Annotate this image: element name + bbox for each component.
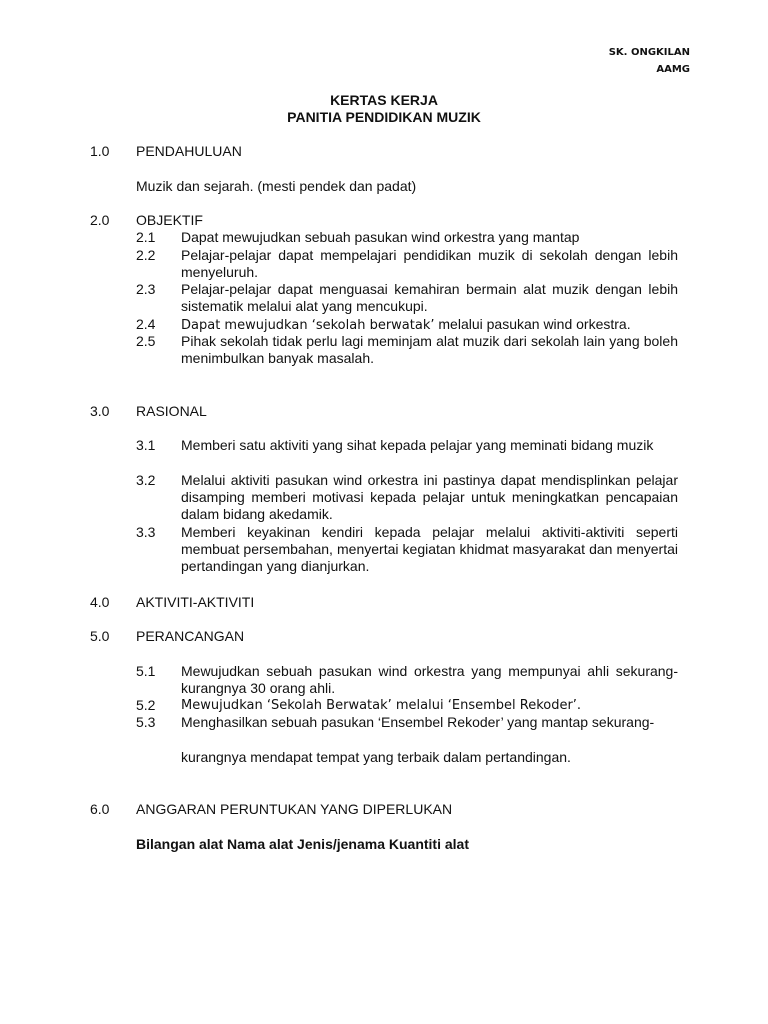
item-number: 5.3 bbox=[136, 714, 156, 730]
title-line-2: PANITIA PENDIDIKAN MUZIK bbox=[287, 109, 481, 125]
item-number: 2.3 bbox=[136, 281, 156, 297]
title-line-1: KERTAS KERJA bbox=[330, 92, 438, 108]
item-text-rest: melalui pasukan wind orkestra. bbox=[434, 316, 631, 332]
item-text-continuation: kurangnya mendapat tempat yang terbaik dalam pertandingan. bbox=[181, 749, 571, 765]
item-text: Memberi keyakinan kendiri kepada pelajar melalui aktiviti-aktiviti seperti membuat persembahan, menyertai kegiatan khidmat masyarakat dan menyertai pertandingan yang dianjurkan. bbox=[181, 524, 678, 574]
section-body: Muzik dan sejarah. (mesti pendek dan padat) bbox=[136, 178, 417, 194]
section-number: 6.0 bbox=[90, 801, 110, 817]
item-number: 2.5 bbox=[136, 333, 156, 349]
item-text: Pelajar-pelajar dapat menguasai kemahiran bermain alat muzik dengan lebih sistematik melalui alat yang mencukupi. bbox=[181, 281, 678, 314]
item-text: Mewujudkan ‘Sekolah Berwatak’ melalui ‘Ensembel Rekoder’. bbox=[181, 698, 582, 713]
item-text-alt-font: Dapat mewujudkan ‘sekolah berwatak’ bbox=[181, 318, 435, 333]
item-text: Pihak sekolah tidak perlu lagi meminjam alat muzik dari sekolah lain yang boleh menimbulkan banyak masalah. bbox=[181, 333, 678, 366]
section-number: 1.0 bbox=[90, 143, 110, 159]
document-title bbox=[0, 92, 768, 126]
item-number: 3.3 bbox=[136, 524, 156, 540]
item-number: 2.4 bbox=[136, 316, 156, 332]
table-header: Bilangan alat Nama alat Jenis/jenama Kuantiti alat bbox=[136, 836, 469, 852]
section-heading-pendahuluan: PENDAHULUAN bbox=[136, 143, 242, 159]
item-number: 3.1 bbox=[136, 437, 156, 453]
section-heading-rasional: RASIONAL bbox=[136, 403, 207, 419]
section-number: 5.0 bbox=[90, 628, 110, 644]
item-number: 3.2 bbox=[136, 472, 156, 488]
item-text: Menghasilkan sebuah pasukan ‘Ensembel Rekoder’ yang mantap sekurang- bbox=[181, 714, 655, 730]
section-heading-objektif: OBJEKTIF bbox=[136, 212, 203, 228]
section-heading-anggaran: ANGGARAN PERUNTUKAN YANG DIPERLUKAN bbox=[136, 801, 453, 817]
item-text: Mewujudkan sebuah pasukan wind orkestra yang mempunyai ahli sekurang-kurangnya 30 orang ahli. bbox=[181, 663, 678, 696]
item-text: Dapat mewujudkan sebuah pasukan wind orkestra yang mantap bbox=[181, 229, 580, 245]
section-number: 4.0 bbox=[90, 594, 110, 610]
school-code: AAMG bbox=[656, 64, 690, 75]
school-header bbox=[609, 44, 690, 78]
section-heading-aktiviti: AKTIVITI-AKTIVITI bbox=[136, 594, 255, 610]
item-text bbox=[181, 316, 678, 334]
section-number: 2.0 bbox=[90, 212, 110, 228]
school-name: SK. ONGKILAN bbox=[608, 47, 690, 58]
item-text: Melalui aktiviti pasukan wind orkestra ini pastinya dapat mendisplinkan pelajar disamping memberi motivasi kepada pelajar untuk meningkatkan pencapaian dalam bidang akedamik. bbox=[181, 472, 678, 522]
item-number: 5.2 bbox=[136, 697, 156, 713]
item-text: Memberi satu aktiviti yang sihat kepada pelajar yang meminati bidang muzik bbox=[181, 437, 654, 453]
item-text: Pelajar-pelajar dapat mempelajari pendidikan muzik di sekolah dengan lebih menyeluruh. bbox=[181, 247, 678, 280]
section-number: 3.0 bbox=[90, 403, 110, 419]
item-number: 5.1 bbox=[136, 663, 156, 679]
item-number: 2.1 bbox=[136, 229, 156, 245]
section-heading-perancangan: PERANCANGAN bbox=[136, 628, 245, 644]
item-number: 2.2 bbox=[136, 247, 156, 263]
